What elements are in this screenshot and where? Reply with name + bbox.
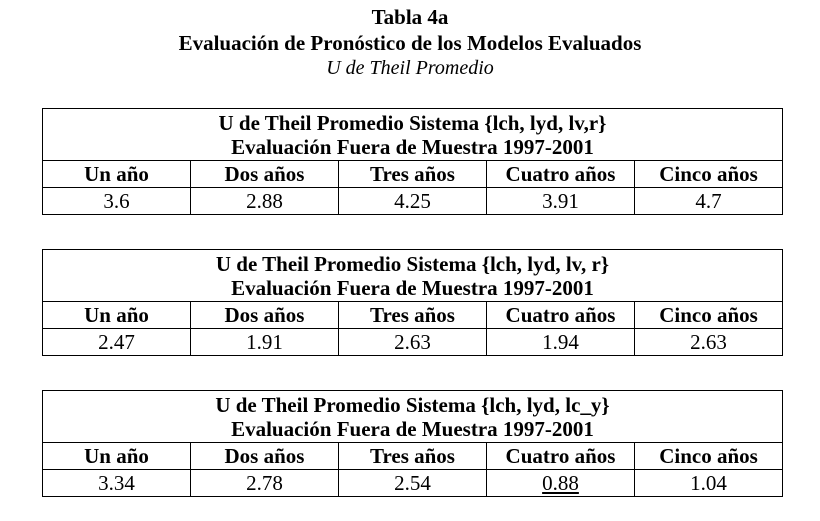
table-header-system: U de Theil Promedio Sistema {lch, lyd, lv,r} — [218, 111, 607, 135]
column-header: Tres años — [339, 161, 487, 188]
column-header: Un año — [43, 443, 191, 470]
table-row — [43, 188, 783, 215]
column-header: Cuatro años — [487, 443, 635, 470]
table-header-period: Evaluación Fuera de Muestra 1997-2001 — [231, 135, 594, 159]
table-subtitle: Evaluación de Pronóstico de los Modelos Evaluados — [178, 31, 642, 55]
value-cell: 2.78 — [191, 470, 339, 497]
column-header: Tres años — [339, 302, 487, 329]
table-row — [43, 470, 783, 497]
table-header — [43, 391, 783, 443]
column-header: Tres años — [339, 443, 487, 470]
column-header: Cinco años — [635, 302, 783, 329]
theil-table-2 — [42, 249, 783, 356]
value-cell: 2.88 — [191, 188, 339, 215]
value-cell: 2.47 — [43, 329, 191, 356]
value-cell: 3.91 — [487, 188, 635, 215]
theil-table-1 — [42, 108, 783, 215]
table-header-period: Evaluación Fuera de Muestra 1997-2001 — [231, 276, 594, 300]
table-header-system: U de Theil Promedio Sistema {lch, lyd, lc_y} — [215, 393, 610, 417]
value-cell: 4.7 — [635, 188, 783, 215]
column-header: Dos años — [191, 443, 339, 470]
column-header: Dos años — [191, 302, 339, 329]
column-header: Dos años — [191, 161, 339, 188]
table-header — [43, 250, 783, 302]
table-title: Tabla 4a — [371, 5, 449, 29]
value-cell: 1.91 — [191, 329, 339, 356]
column-header: Un año — [43, 161, 191, 188]
theil-table-3 — [42, 390, 783, 497]
column-header: Cuatro años — [487, 161, 635, 188]
caption — [0, 4, 820, 80]
column-header: Cuatro años — [487, 302, 635, 329]
value-cell-underlined — [487, 470, 635, 497]
value-cell: 1.94 — [487, 329, 635, 356]
column-header: Un año — [43, 302, 191, 329]
table-row — [43, 329, 783, 356]
value-cell: 4.25 — [339, 188, 487, 215]
column-header: Cinco años — [635, 443, 783, 470]
value-cell: 2.63 — [339, 329, 487, 356]
column-header: Cinco años — [635, 161, 783, 188]
value-cell: 3.34 — [43, 470, 191, 497]
table-header — [43, 109, 783, 161]
value-cell: 2.63 — [635, 329, 783, 356]
underlined-value: 0.88 — [542, 471, 579, 495]
value-cell: 1.04 — [635, 470, 783, 497]
value-cell: 2.54 — [339, 470, 487, 497]
table-header-system: U de Theil Promedio Sistema {lch, lyd, lv, r} — [215, 252, 610, 276]
value-cell: 3.6 — [43, 188, 191, 215]
table-note: U de Theil Promedio — [326, 57, 494, 79]
table-header-period: Evaluación Fuera de Muestra 1997-2001 — [231, 417, 594, 441]
